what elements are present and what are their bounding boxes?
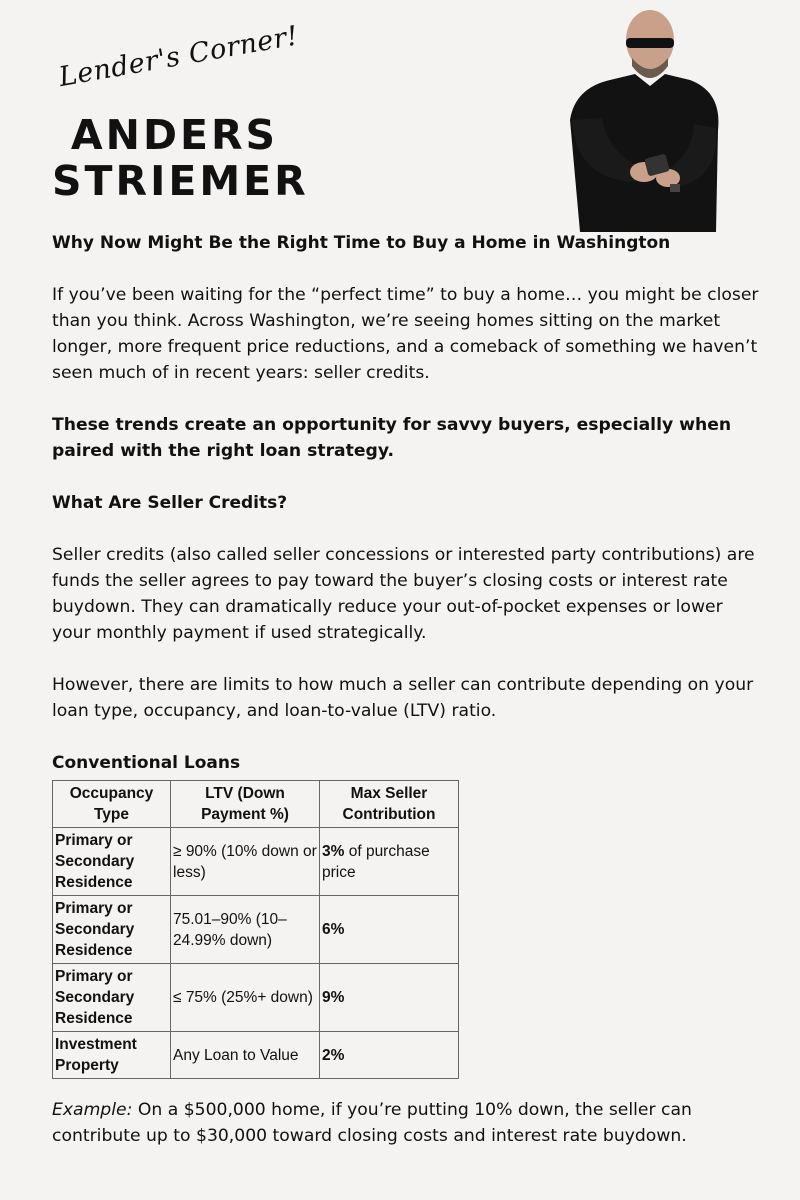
tagline: Lender's Corner!	[56, 20, 301, 93]
ltv-cell: Any Loan to Value	[171, 1032, 320, 1079]
limits-paragraph: However, there are limits to how much a seller can contribute depending on your loan type, occupancy, and loan-to-value (LTV) ratio.	[52, 675, 754, 721]
ltv-cell: ≤ 75% (25%+ down)	[171, 964, 320, 1032]
article	[52, 230, 762, 1149]
column-header: Max Seller Contribution	[320, 781, 459, 828]
table-heading: Conventional Loans	[52, 753, 241, 773]
author-name	[52, 111, 309, 205]
table-row	[53, 896, 459, 964]
table-header-row	[53, 781, 459, 828]
author-name-line1: ANDERS	[70, 111, 279, 159]
definition-paragraph: Seller credits (also called seller concessions or interested party contributions) are funds the seller agrees to pay toward the buyer’s closing costs or interest rate buydown. They can dramatically reduce your out-of-pocket expenses or lower your monthly payment if used strategically.	[52, 545, 755, 643]
table-row	[53, 964, 459, 1032]
conventional-loans-table	[52, 780, 459, 1079]
example-label: Example:	[52, 1100, 133, 1120]
column-header: LTV (Down Payment %)	[171, 781, 320, 828]
example-paragraph	[52, 1097, 762, 1149]
highlight-paragraph: These trends create an opportunity for savvy buyers, especially when paired with the right loan strategy.	[52, 415, 732, 461]
ltv-cell: ≥ 90% (10% down or less)	[171, 828, 320, 896]
max-contribution-cell: 2%	[320, 1032, 459, 1079]
example-text: On a $500,000 home, if you’re putting 10% down, the seller can contribute up to $30,000 toward closing costs and interest rate buydown.	[52, 1100, 692, 1146]
max-contribution-cell: 9%	[320, 964, 459, 1032]
occupancy-cell: Investment Property	[53, 1032, 171, 1079]
section-heading: What Are Seller Credits?	[52, 493, 288, 513]
author-photo	[540, 0, 740, 232]
ltv-cell: 75.01–90% (10–24.99% down)	[171, 896, 320, 964]
max-contribution-cell: 6%	[320, 896, 459, 964]
sunglasses	[626, 38, 674, 48]
author-name-line2: STRIEMER	[52, 157, 309, 205]
intro-paragraph: If you’ve been waiting for the “perfect time” to buy a home… you might be closer than you think. Across Washington, we’re seeing homes sitting on the market longer, more frequent price reductions, and a comeback of something we haven’t seen much of in recent years: seller credits.	[52, 285, 759, 383]
article-title: Why Now Might Be the Right Time to Buy a Home in Washington	[52, 233, 671, 253]
column-header: Occupancy Type	[53, 781, 171, 828]
occupancy-cell: Primary or Secondary Residence	[53, 828, 171, 896]
occupancy-cell: Primary or Secondary Residence	[53, 896, 171, 964]
watch	[670, 184, 680, 192]
table-row	[53, 1032, 459, 1079]
max-contribution-cell: 3% of purchase price	[320, 828, 459, 896]
occupancy-cell: Primary or Secondary Residence	[53, 964, 171, 1032]
table-row	[53, 828, 459, 896]
header	[0, 0, 800, 232]
